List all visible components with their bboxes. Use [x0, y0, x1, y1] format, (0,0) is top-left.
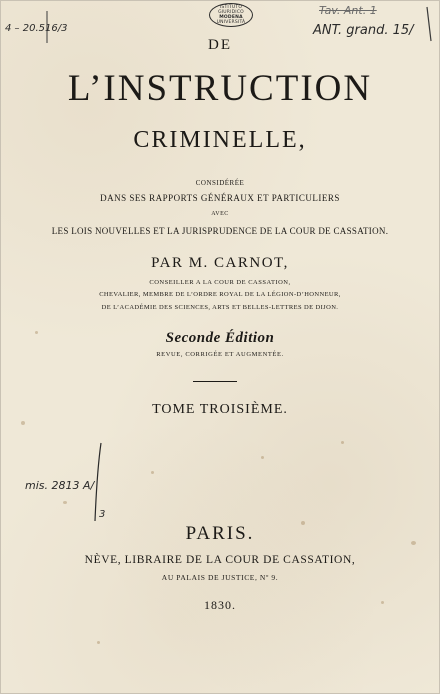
handwritten-shelfmark-left: 4 – 20.516/3 — [5, 23, 68, 34]
author-name: PAR M. CARNOT, — [151, 255, 289, 271]
volume-label: TOME TROISIÈME. — [152, 402, 288, 417]
imprint-city: PARIS. — [185, 523, 255, 544]
title-subtitle: CRIMINELLE, — [133, 127, 307, 153]
description-line: CONSIDÉRÉE — [195, 179, 245, 187]
stamp-line: UNIVERSITÀ — [216, 20, 246, 25]
stamp-line: MODENA — [219, 15, 243, 20]
title-de: DE — [208, 37, 232, 53]
imprint-year: 1830. — [204, 598, 236, 612]
imprint-publisher: NÈVE, LIBRAIRE DE LA COUR DE CASSATION, — [84, 554, 356, 566]
handwritten-shelfmark-right-strikethrough: Tav. Ant. 1 — [319, 4, 377, 17]
author-credential: DE L’ACADÉMIE DES SCIENCES, ARTS ET BELLES-LETTRES DE DIJON. — [101, 304, 339, 311]
edition-label: Seconde Édition — [165, 330, 275, 346]
description-line: DANS SES RAPPORTS GÉNÉRAUX ET PARTICULIERS — [100, 193, 340, 203]
divider-rule — [193, 381, 237, 382]
description-line: AVEC — [211, 211, 229, 217]
imprint-address: AU PALAIS DE JUSTICE, Nº 9. — [161, 573, 279, 582]
handwritten-inventory-note: mis. 2813 A/ — [25, 479, 95, 492]
edition-note: REVUE, CORRIGÉE ET AUGMENTÉE. — [156, 351, 284, 358]
description-line: LES LOIS NOUVELLES ET LA JURISPRUDENCE DE LA COUR DE CASSATION. — [51, 226, 389, 236]
handwritten-inventory-number: 3 — [99, 509, 106, 520]
author-credential: CONSEILLER A LA COUR DE CASSATION, — [149, 279, 291, 286]
stamp-line: ISTITUTO GIURIDICO — [218, 5, 244, 15]
main-title: L’INSTRUCTION — [67, 68, 373, 109]
handwritten-shelfmark-right: ANT. grand. 15/ — [313, 23, 414, 38]
author-credential: CHEVALIER, MEMBRE DE L’ORDRE ROYAL DE LA LÉGION-D’HONNEUR, — [99, 291, 341, 298]
